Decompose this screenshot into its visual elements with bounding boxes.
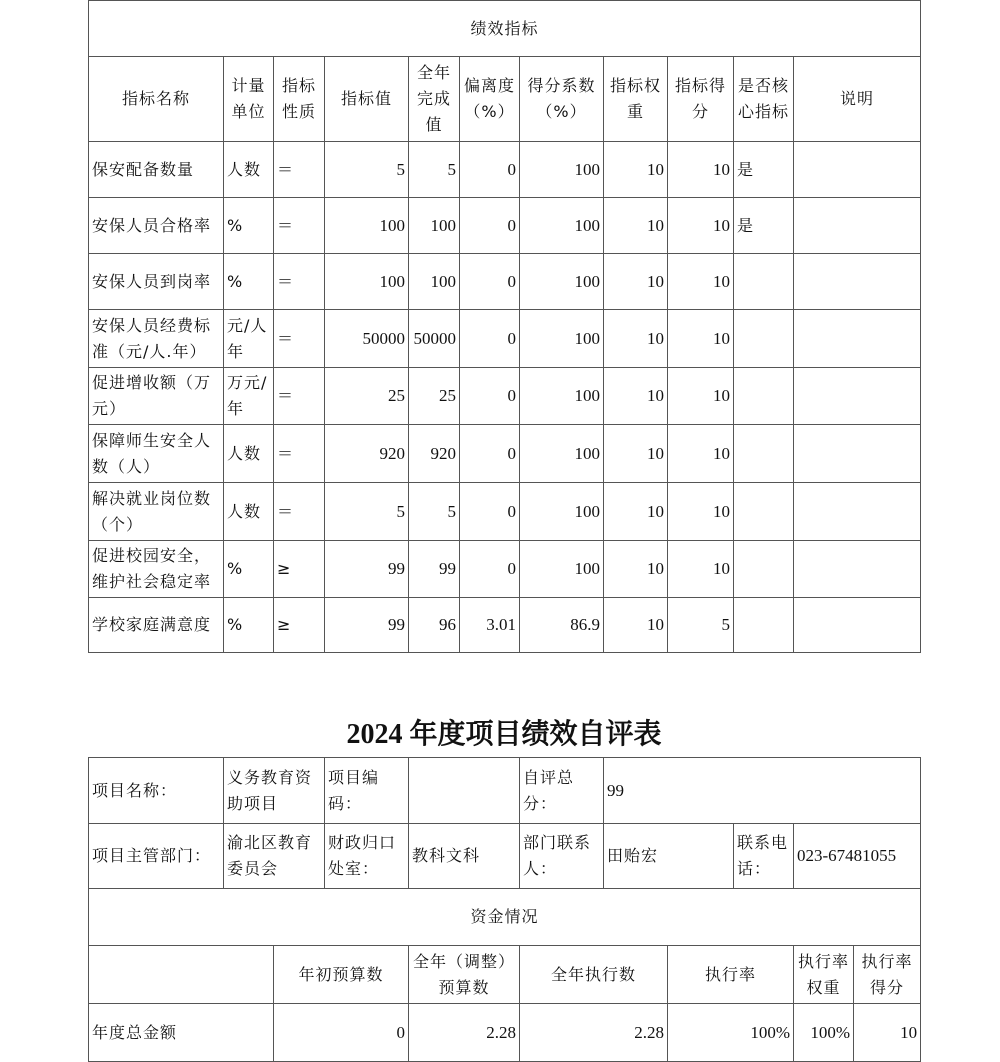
performance-row-cell: 100 bbox=[325, 254, 409, 310]
performance-row bbox=[89, 483, 921, 541]
performance-row-cell: 100 bbox=[520, 254, 604, 310]
performance-row-cell: 安保人员合格率 bbox=[89, 198, 224, 254]
performance-row-cell: 安保人员经费标准（元/人.年） bbox=[89, 310, 224, 368]
performance-row-cell: 10 bbox=[604, 541, 668, 598]
performance-row-cell: 10 bbox=[604, 310, 668, 368]
project-name-value: 义务教育资助项目 bbox=[224, 758, 325, 824]
performance-header-row-cell: 计量单位 bbox=[224, 57, 274, 142]
performance-row bbox=[89, 310, 921, 368]
performance-row-cell: 10 bbox=[668, 483, 734, 541]
performance-row-cell: ＝ bbox=[274, 310, 325, 368]
performance-row-cell: % bbox=[224, 254, 274, 310]
performance-row-cell bbox=[794, 254, 921, 310]
funds-row-cell: 0 bbox=[274, 1004, 409, 1062]
performance-row-cell: 10 bbox=[604, 142, 668, 198]
performance-row-cell: 50000 bbox=[409, 310, 460, 368]
performance-row-cell: ＝ bbox=[274, 425, 325, 483]
performance-row-cell: 人数 bbox=[224, 425, 274, 483]
performance-row-cell: 促进增收额（万元） bbox=[89, 368, 224, 425]
project-info-table bbox=[88, 757, 921, 889]
performance-row-cell: 5 bbox=[409, 142, 460, 198]
performance-row-cell: 0 bbox=[460, 541, 520, 598]
performance-row-cell: 10 bbox=[668, 310, 734, 368]
performance-row-cell bbox=[734, 368, 794, 425]
funds-row-cell: 2.28 bbox=[520, 1004, 668, 1062]
performance-row-cell: ＝ bbox=[274, 142, 325, 198]
performance-row-cell: 10 bbox=[668, 368, 734, 425]
funds-row-cell: 100% bbox=[668, 1004, 794, 1062]
performance-header-row-cell: 说明 bbox=[794, 57, 921, 142]
project-name-label: 项目名称： bbox=[89, 758, 224, 824]
performance-row-cell: 100 bbox=[409, 254, 460, 310]
performance-row-cell: 10 bbox=[604, 425, 668, 483]
project-code-label: 项目编码： bbox=[325, 758, 409, 824]
performance-row-cell: 10 bbox=[604, 598, 668, 653]
performance-row-cell: 920 bbox=[409, 425, 460, 483]
performance-header-row-cell: 得分系数（%） bbox=[520, 57, 604, 142]
performance-row bbox=[89, 368, 921, 425]
finance-office-value: 教科文科 bbox=[409, 824, 520, 889]
performance-row-cell bbox=[734, 598, 794, 653]
performance-row-cell: 10 bbox=[668, 541, 734, 598]
performance-row-cell: 920 bbox=[325, 425, 409, 483]
performance-row-cell: 0 bbox=[460, 425, 520, 483]
funds-header-row-cell: 全年（调整）预算数 bbox=[409, 946, 520, 1004]
performance-row-cell: 0 bbox=[460, 254, 520, 310]
performance-row-cell: % bbox=[224, 541, 274, 598]
performance-row-cell: 人数 bbox=[224, 142, 274, 198]
performance-row-cell: ≥ bbox=[274, 541, 325, 598]
performance-table bbox=[88, 0, 921, 653]
performance-row-cell: 5 bbox=[325, 483, 409, 541]
performance-row-cell bbox=[794, 598, 921, 653]
performance-row-cell bbox=[794, 541, 921, 598]
performance-row-cell: 安保人员到岗率 bbox=[89, 254, 224, 310]
performance-row-cell: 86.9 bbox=[520, 598, 604, 653]
performance-row-cell bbox=[734, 254, 794, 310]
performance-row-cell: 3.01 bbox=[460, 598, 520, 653]
performance-row-cell: ＝ bbox=[274, 198, 325, 254]
funds-row-cell: 年度总金额 bbox=[89, 1004, 274, 1062]
performance-row-cell: 10 bbox=[604, 254, 668, 310]
page-title: 2024 年度项目绩效自评表 bbox=[346, 719, 662, 750]
performance-row-cell: 25 bbox=[409, 368, 460, 425]
performance-row-cell: 100 bbox=[520, 142, 604, 198]
funds-header-row-cell bbox=[89, 946, 274, 1004]
phone-label: 联系电话： bbox=[734, 824, 794, 889]
phone-value: 023-67481055 bbox=[794, 824, 921, 889]
performance-row-cell: 元/人年 bbox=[224, 310, 274, 368]
funds-header-row-cell: 全年执行数 bbox=[520, 946, 668, 1004]
performance-row-cell: 0 bbox=[460, 310, 520, 368]
performance-row-cell: 50000 bbox=[325, 310, 409, 368]
self-score-label: 自评总分： bbox=[520, 758, 604, 824]
performance-row-cell: 25 bbox=[325, 368, 409, 425]
performance-header-row-cell: 指标性质 bbox=[274, 57, 325, 142]
performance-row-cell: % bbox=[224, 198, 274, 254]
funds-row-cell: 10 bbox=[854, 1004, 921, 1062]
performance-row bbox=[89, 142, 921, 198]
performance-row-cell bbox=[794, 142, 921, 198]
performance-row-cell: 5 bbox=[325, 142, 409, 198]
funds-row-cell: 100% bbox=[794, 1004, 854, 1062]
performance-row-cell: 10 bbox=[604, 198, 668, 254]
performance-row-cell bbox=[734, 541, 794, 598]
performance-row-cell bbox=[794, 198, 921, 254]
performance-row-cell: 是 bbox=[734, 142, 794, 198]
performance-row-cell: 学校家庭满意度 bbox=[89, 598, 224, 653]
performance-row-cell: 100 bbox=[520, 483, 604, 541]
performance-row-cell: 促进校园安全，维护社会稳定率 bbox=[89, 541, 224, 598]
performance-row-cell: 100 bbox=[520, 368, 604, 425]
performance-row bbox=[89, 541, 921, 598]
performance-row bbox=[89, 425, 921, 483]
performance-row-cell: 10 bbox=[668, 198, 734, 254]
performance-row-cell: 96 bbox=[409, 598, 460, 653]
performance-header-row-cell: 是否核心指标 bbox=[734, 57, 794, 142]
funds-section-title: 资金情况 bbox=[89, 889, 921, 946]
performance-row-cell: 是 bbox=[734, 198, 794, 254]
performance-row-cell bbox=[794, 425, 921, 483]
performance-row-cell: 100 bbox=[409, 198, 460, 254]
performance-row bbox=[89, 254, 921, 310]
performance-row-cell: 100 bbox=[520, 198, 604, 254]
performance-header-row-cell: 指标权重 bbox=[604, 57, 668, 142]
performance-header-row bbox=[89, 57, 921, 142]
performance-row-cell: 0 bbox=[460, 368, 520, 425]
performance-row-cell: 100 bbox=[325, 198, 409, 254]
performance-row-cell: ＝ bbox=[274, 368, 325, 425]
performance-header-row-cell: 指标值 bbox=[325, 57, 409, 142]
performance-row-cell: ≥ bbox=[274, 598, 325, 653]
performance-row bbox=[89, 198, 921, 254]
performance-row-cell: ＝ bbox=[274, 254, 325, 310]
performance-row-cell: 解决就业岗位数（个） bbox=[89, 483, 224, 541]
performance-header-row-cell: 偏离度（%） bbox=[460, 57, 520, 142]
performance-section-title: 绩效指标 bbox=[89, 1, 921, 57]
finance-office-label: 财政归口处室： bbox=[325, 824, 409, 889]
performance-row-cell: 0 bbox=[460, 483, 520, 541]
performance-row-cell: 保障师生安全人数（人） bbox=[89, 425, 224, 483]
funds-header-row-cell: 执行率权重 bbox=[794, 946, 854, 1004]
performance-row-cell: 0 bbox=[460, 142, 520, 198]
performance-row-cell: 99 bbox=[325, 598, 409, 653]
performance-row-cell: 10 bbox=[668, 425, 734, 483]
performance-row-cell: 100 bbox=[520, 310, 604, 368]
funds-header-row bbox=[89, 946, 921, 1004]
performance-row-cell: 10 bbox=[668, 142, 734, 198]
performance-row-cell: 5 bbox=[409, 483, 460, 541]
self-score-value: 99 bbox=[604, 758, 921, 824]
performance-row-cell bbox=[734, 425, 794, 483]
funds-header-row-cell: 执行率 bbox=[668, 946, 794, 1004]
performance-row-cell: ＝ bbox=[274, 483, 325, 541]
performance-row-cell bbox=[794, 483, 921, 541]
performance-row bbox=[89, 598, 921, 653]
funds-row-cell: 2.28 bbox=[409, 1004, 520, 1062]
performance-row-cell: 0 bbox=[460, 198, 520, 254]
performance-row-cell bbox=[734, 310, 794, 368]
contact-person-label: 部门联系人： bbox=[520, 824, 604, 889]
performance-row-cell: 5 bbox=[668, 598, 734, 653]
funds-header-row-cell: 执行率得分 bbox=[854, 946, 921, 1004]
performance-row-cell: 99 bbox=[325, 541, 409, 598]
performance-header-row-cell: 全年完成值 bbox=[409, 57, 460, 142]
project-code-value bbox=[409, 758, 520, 824]
performance-row-cell: 10 bbox=[604, 483, 668, 541]
performance-row-cell: 10 bbox=[668, 254, 734, 310]
performance-row-cell bbox=[794, 310, 921, 368]
funds-header-row-cell: 年初预算数 bbox=[274, 946, 409, 1004]
performance-row-cell bbox=[734, 483, 794, 541]
funds-table bbox=[88, 888, 921, 1062]
performance-row-cell: 100 bbox=[520, 425, 604, 483]
performance-row-cell: 99 bbox=[409, 541, 460, 598]
performance-row-cell: 10 bbox=[604, 368, 668, 425]
department-label: 项目主管部门： bbox=[89, 824, 224, 889]
performance-header-row-cell: 指标名称 bbox=[89, 57, 224, 142]
performance-row-cell bbox=[794, 368, 921, 425]
performance-row-cell: % bbox=[224, 598, 274, 653]
performance-row-cell: 保安配备数量 bbox=[89, 142, 224, 198]
performance-row-cell: 万元/年 bbox=[224, 368, 274, 425]
performance-header-row-cell: 指标得分 bbox=[668, 57, 734, 142]
department-value: 渝北区教育委员会 bbox=[224, 824, 325, 889]
funds-row bbox=[89, 1004, 921, 1062]
contact-person-value: 田贻宏 bbox=[604, 824, 734, 889]
performance-row-cell: 人数 bbox=[224, 483, 274, 541]
performance-row-cell: 100 bbox=[520, 541, 604, 598]
